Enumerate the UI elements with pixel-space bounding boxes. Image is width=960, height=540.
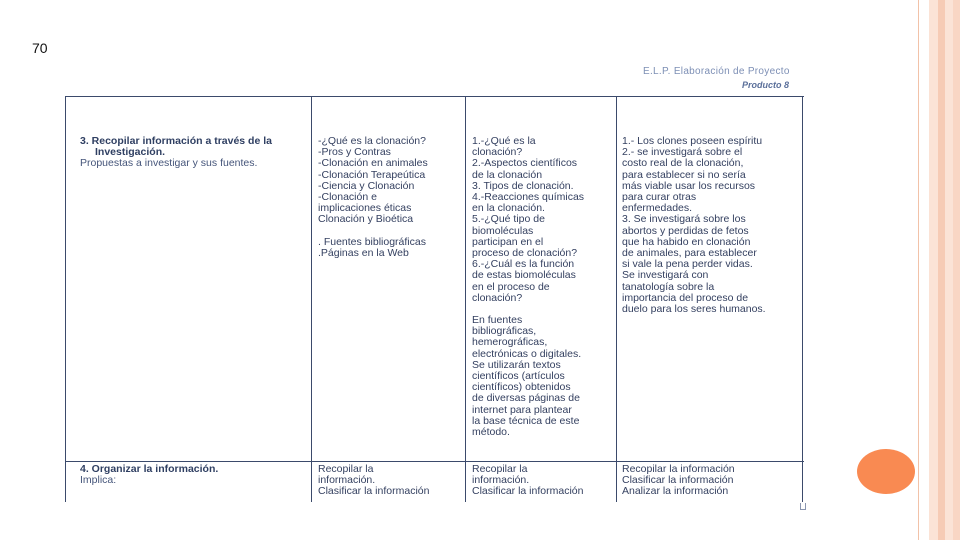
row3-col3-source-line: de diversas páginas de <box>472 392 580 405</box>
row4-col4-line: Clasificar la información <box>622 474 734 487</box>
row3-col3-source-line: hemerográficas, <box>472 336 548 349</box>
row4-col2-line: Clasificar la información <box>318 485 430 498</box>
row4-col3-line: Clasificar la información <box>472 485 584 498</box>
right-stripe-mid <box>938 0 945 540</box>
right-stripe-light-2 <box>945 0 953 540</box>
row3-col3-list-line: 6.-¿Cuál es la función <box>472 258 575 271</box>
row3-col2-line: -Clonación en animales <box>318 157 428 170</box>
right-stripe-edge <box>953 0 960 540</box>
row4-body: Implica: <box>80 474 117 487</box>
row3-col4-line: tanatología sobre la <box>622 280 715 293</box>
row3-col3-source-line: método. <box>472 426 510 439</box>
slide-number: 70 <box>32 40 48 56</box>
row3-title-line2: Investigación. <box>95 146 166 159</box>
table-col-divider-2 <box>465 96 466 502</box>
row3-col4-line: enfermedades. <box>622 202 693 215</box>
row4-col4-line: Analizar la información <box>622 485 729 498</box>
row3-body: Propuestas a investigar y sus fuentes. <box>80 157 258 170</box>
row3-col3-list-line: en la clonación. <box>472 202 545 215</box>
row3-col3-list-line: clonación? <box>472 291 523 304</box>
row4-col1-cell <box>80 464 308 486</box>
document-header-subtitle: Producto 8 <box>742 80 790 90</box>
row3-col3-list-line: de estas biomoléculas <box>472 269 576 282</box>
table-left-border <box>65 96 66 502</box>
row3-col2-cell <box>318 136 463 259</box>
row3-col4-line: más viable usar los recursos <box>622 179 756 192</box>
row3-col3-list-line: 4.-Reacciones químicas <box>472 191 585 204</box>
row3-col4-line: de animales, para establecer <box>622 247 757 260</box>
table-col-divider-1 <box>311 96 312 502</box>
row4-col3-cell <box>472 464 613 498</box>
row3-col3-list-line: clonación? <box>472 146 523 159</box>
row3-col3-source-line: En fuentes <box>472 314 523 327</box>
table-row-divider <box>65 461 804 462</box>
row4-col2-line: información. <box>318 474 376 487</box>
row3-col3-list-line: 3. Tipos de clonación. <box>472 179 574 192</box>
row3-col3-list-line: proceso de clonación? <box>472 247 578 260</box>
row4-title: 4. Organizar la información. <box>80 463 219 475</box>
right-stripe-light <box>929 0 938 540</box>
row3-col3-list-line: 1.-¿Qué es la <box>472 135 536 147</box>
row4-col2-cell <box>318 464 463 498</box>
row3-col4-line: abortos y perdidas de fetos <box>622 224 749 237</box>
row3-col2-line: implicaciones éticas <box>318 202 412 215</box>
right-stripe-outer-line <box>918 0 919 540</box>
row3-col4-cell <box>622 136 800 315</box>
row3-col3-list-line: biomoléculas <box>472 224 534 237</box>
row4-col3-line: Recopilar la <box>472 463 528 475</box>
row3-col3-source-line: electrónicas o digitales. <box>472 347 582 360</box>
row4-col2-line: Recopilar la <box>318 463 374 475</box>
row3-col3-list-line: de la clonación <box>472 168 543 181</box>
row4-col4-line: Recopilar la información <box>622 463 735 475</box>
row3-col4-line: si vale la pena perder vidas. <box>622 258 753 271</box>
row4-col4-cell <box>622 464 800 498</box>
row3-col2-line: -Pros y Contras <box>318 146 391 159</box>
row3-col3-source-line: científicos (artículos <box>472 370 565 383</box>
row3-col3-cell <box>472 136 613 438</box>
row3-col3-list-line: 2.-Aspectos científicos <box>472 157 578 170</box>
row3-col4-line: para establecer si no sería <box>622 168 746 181</box>
row3-col3-source-line: Se utilizarán textos <box>472 358 561 371</box>
row3-col4-line: 2.- se investigará sobre el <box>622 146 743 159</box>
row3-col2-line: Clonación y Bioética <box>318 213 414 226</box>
row3-col4-line: para curar otras <box>622 191 697 204</box>
table-top-border <box>65 96 804 97</box>
decorative-orange-circle <box>857 449 915 494</box>
row3-col3-list-line: en el proceso de <box>472 280 550 293</box>
row3-title-line1: 3. Recopilar información a través de la <box>80 135 272 147</box>
row3-col3-list-line: participan en el <box>472 235 544 248</box>
row3-col4-line: costo real de la clonación, <box>622 157 744 170</box>
row3-col3-list-line: 5.-¿Qué tipo de <box>472 213 545 226</box>
row3-col4-line: que ha habido en clonación <box>622 235 751 248</box>
row3-col2-line: -Ciencia y Clonación <box>318 179 415 192</box>
row3-col3-source-line: internet para plantear <box>472 403 572 416</box>
row3-col4-line: duelo para los seres humanos. <box>622 303 766 316</box>
row3-col2-line: . Fuentes bibliográficas <box>318 235 426 248</box>
row3-col4-line: Se investigará con <box>622 269 709 282</box>
row3-col3-source-line: la base técnica de este <box>472 414 580 427</box>
row3-col3-source-line: científicos) obtenidos <box>472 381 571 394</box>
row4-col3-line: información. <box>472 474 530 487</box>
row3-col2-line: -Clonación e <box>318 191 377 204</box>
row3-col4-line: importancia del proceso de <box>622 291 749 304</box>
table-right-border <box>802 96 803 502</box>
document-header-title: E.L.P. Elaboración de Proyecto <box>643 66 790 77</box>
page-corner-mark <box>800 503 806 510</box>
project-table <box>65 96 804 502</box>
row3-col2-line: .Páginas en la Web <box>318 246 409 259</box>
row3-col3-source-line: bibliográficas, <box>472 325 537 338</box>
row3-col4-line: 3. Se investigará sobre los <box>622 213 746 226</box>
row3-col1-cell <box>80 136 308 170</box>
table-col-divider-3 <box>616 96 617 502</box>
row3-col2-spacer <box>318 226 463 237</box>
row3-col2-line: -¿Qué es la clonación? <box>318 135 426 147</box>
row3-col2-line: -Clonación Terapeútica <box>318 168 426 181</box>
row3-col4-line: 1.- Los clones poseen espíritu <box>622 135 763 147</box>
